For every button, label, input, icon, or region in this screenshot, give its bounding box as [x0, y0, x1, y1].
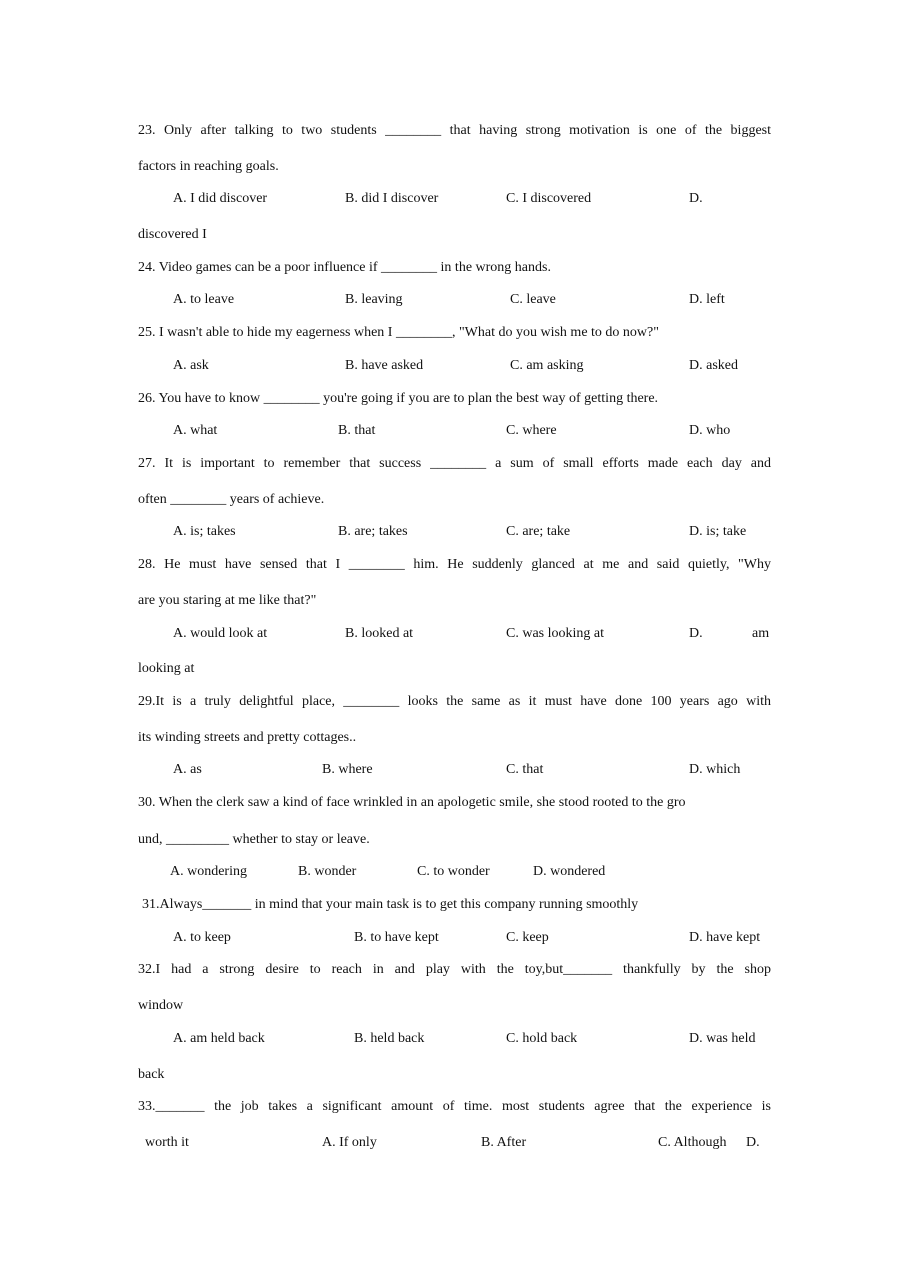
q28-option-d-cont: looking at	[138, 661, 195, 676]
question-33-text: 33._______ the job takes a significant amount of time. most students agree that the experience is	[138, 1099, 771, 1114]
question-24-text: 24. Video games can be a poor influence if ________ in the wrong hands.	[138, 260, 551, 275]
q31-option-d: D. have kept	[689, 930, 761, 945]
q33-option-b: B. After	[481, 1135, 527, 1150]
question-29-text: 29.It is a truly delightful place, ________ looks the same as it must have done 100 years ago with	[138, 694, 771, 709]
q24-option-a: A. to leave	[173, 292, 235, 307]
q28-option-a: A. would look at	[173, 626, 268, 641]
question-32-text: 32.I had a strong desire to reach in and play with the toy,but_______ thankfully by the shop	[138, 962, 771, 977]
q24-option-d: D. left	[689, 292, 725, 307]
question-29-text-cont: its winding streets and pretty cottages..	[138, 730, 357, 745]
question-25-text: 25. I wasn't able to hide my eagerness when I ________, "What do you wish me to do now?"	[138, 325, 659, 340]
q29-option-c: C. that	[506, 762, 544, 777]
q23-option-b: B. did I discover	[345, 191, 439, 206]
q29-option-a: A. as	[173, 762, 202, 777]
q32-option-d: D. was held	[689, 1031, 756, 1046]
question-31-text: 31.Always_______ in mind that your main task is to get this company running smoothly	[142, 897, 639, 912]
question-27-text: 27. It is important to remember that success ________ a sum of small efforts made each day and	[138, 456, 771, 471]
question-28-text-cont: are you staring at me like that?"	[138, 593, 317, 608]
q30-option-b: B. wonder	[298, 864, 357, 879]
q23-option-a: A. I did discover	[173, 191, 268, 206]
q30-option-c: C. to wonder	[417, 864, 490, 879]
q25-option-c: C. am asking	[510, 358, 584, 373]
q32-option-a: A. am held back	[173, 1031, 265, 1046]
q24-option-b: B. leaving	[345, 292, 403, 307]
q25-option-a: A. ask	[173, 358, 209, 373]
q31-option-a: A. to keep	[173, 930, 231, 945]
q28-option-c: C. was looking at	[506, 626, 604, 641]
question-26-text: 26. You have to know ________ you're going if you are to plan the best way of getting there.	[138, 391, 659, 406]
q26-option-d: D. who	[689, 423, 731, 438]
q23-option-d: D.	[689, 191, 703, 206]
q26-option-b: B. that	[338, 423, 376, 438]
q33-option-d: D.	[746, 1135, 760, 1150]
question-23-text-cont: factors in reaching goals.	[138, 159, 279, 174]
q23-option-c: C. I discovered	[506, 191, 592, 206]
q27-option-c: C. are; take	[506, 524, 571, 539]
q23-option-d-cont: discovered I	[138, 227, 207, 242]
question-30-text-cont: und, _________ whether to stay or leave.	[138, 832, 370, 847]
q30-option-d: D. wondered	[533, 864, 606, 879]
q28-option-b: B. looked at	[345, 626, 414, 641]
question-28-text: 28. He must have sensed that I ________ him. He suddenly glanced at me and said quietly, "Why	[138, 557, 771, 572]
q30-option-a: A. wondering	[170, 864, 247, 879]
question-30-text: 30. When the clerk saw a kind of face wrinkled in an apologetic smile, she stood rooted to the gro	[138, 795, 686, 810]
question-27-text-cont: often ________ years of achieve.	[138, 492, 325, 507]
q28-option-d: D.	[689, 626, 703, 641]
q31-option-b: B. to have kept	[354, 930, 439, 945]
q27-option-d: D. is; take	[689, 524, 747, 539]
q31-option-c: C. keep	[506, 930, 549, 945]
q33-option-a: A. If only	[322, 1135, 377, 1150]
q29-option-d: D. which	[689, 762, 741, 777]
q26-option-c: C. where	[506, 423, 557, 438]
q28-option-d-word: am	[752, 626, 770, 641]
q27-option-a: A. is; takes	[173, 524, 236, 539]
q32-option-b: B. held back	[354, 1031, 425, 1046]
q32-option-d-cont: back	[138, 1067, 165, 1082]
q25-option-b: B. have asked	[345, 358, 424, 373]
q29-option-b: B. where	[322, 762, 373, 777]
question-33-text-cont: worth it	[145, 1135, 189, 1150]
q25-option-d: D. asked	[689, 358, 738, 373]
q26-option-a: A. what	[173, 423, 218, 438]
q33-option-c: C. Although	[658, 1135, 727, 1150]
q32-option-c: C. hold back	[506, 1031, 578, 1046]
q27-option-b: B. are; takes	[338, 524, 408, 539]
question-23-text: 23. Only after talking to two students ________ that having strong motivation is one of the biggest	[138, 123, 771, 138]
q24-option-c: C. leave	[510, 292, 556, 307]
question-32-text-cont: window	[138, 998, 184, 1013]
